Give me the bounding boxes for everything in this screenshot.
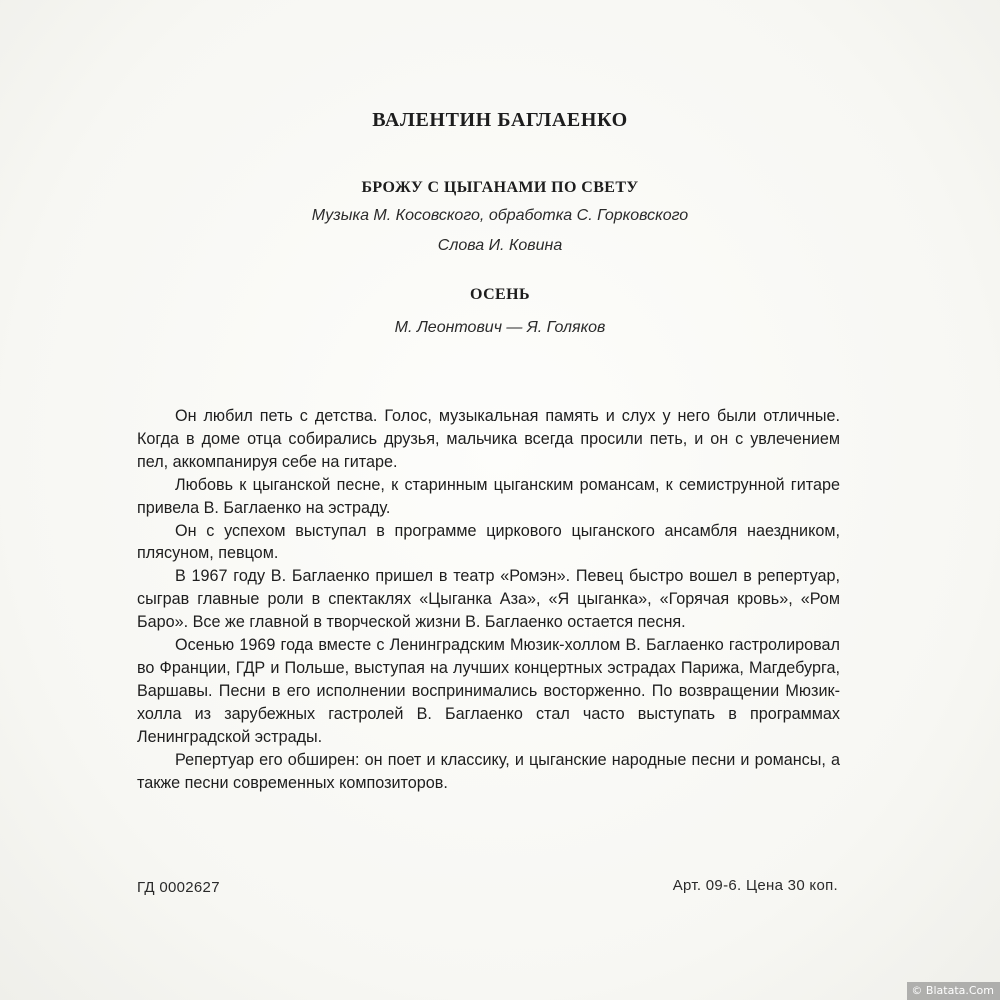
price-article: Арт. 09-6. Цена 30 коп. bbox=[672, 877, 838, 894]
biography-text bbox=[137, 405, 840, 794]
catalog-number: ГД 0002627 bbox=[137, 879, 220, 896]
site-watermark: © Blatata.Com bbox=[907, 982, 1000, 1000]
song-1-lyrics-credit: Слова И. Ковина bbox=[437, 237, 563, 254]
song-2-credit: М. Леонтович — Я. Голяков bbox=[394, 319, 606, 336]
song-title-1: БРОЖУ С ЦЫГАНАМИ ПО СВЕТУ bbox=[361, 179, 639, 196]
biography-paragraph: Он с успехом выступал в программе циркового цыганского ансамбля наездником, плясуном, певцом. bbox=[137, 521, 840, 563]
song-1-music-credit: Музыка М. Косовского, обработка С. Горковского bbox=[311, 207, 689, 224]
biography-paragraph: Осенью 1969 года вместе с Ленинградским Мюзик-холлом В. Баглаенко гастролировал во Франции, ГДР и Польше, выступая на лучших концертных эстрадах Парижа, Магдебурга, Варшавы. Песни в его исполнении воспринимались восторженно. По возвращении Мюзик-холла из зарубежных гастролей В. Баглаенко стал часто выступать в программах Ленинградской эстрады. bbox=[137, 636, 840, 746]
biography-paragraph: Любовь к цыганской песне, к старинным цыганским романсам, к семиструнной гитаре привела В. Баглаенко на эстраду. bbox=[137, 475, 840, 517]
song-title-2: ОСЕНЬ bbox=[470, 286, 530, 303]
biography-paragraph: Он любил петь с детства. Голос, музыкальная память и слух у него были отличные. Когда в доме отца собирались друзья, мальчика всегда просили петь, и он с увлечением пел, аккомпанируя себе на гитаре. bbox=[137, 407, 840, 471]
biography-paragraph: Репертуар его обширен: он поет и классику, и цыганские народные песни и романсы, а также песни современных композиторов. bbox=[137, 750, 840, 792]
artist-name: ВАЛЕНТИН БАГЛАЕНКО bbox=[372, 109, 628, 131]
biography-paragraph: В 1967 году В. Баглаенко пришел в театр «Ромэн». Певец быстро вошел в репертуар, сыграв главные роли в спектаклях «Цыганка Аза», «Я цыганка», «Горячая кровь», «Ром Баро». Все же главной в творческой жизни В. Баглаенко остается песня. bbox=[137, 567, 840, 632]
